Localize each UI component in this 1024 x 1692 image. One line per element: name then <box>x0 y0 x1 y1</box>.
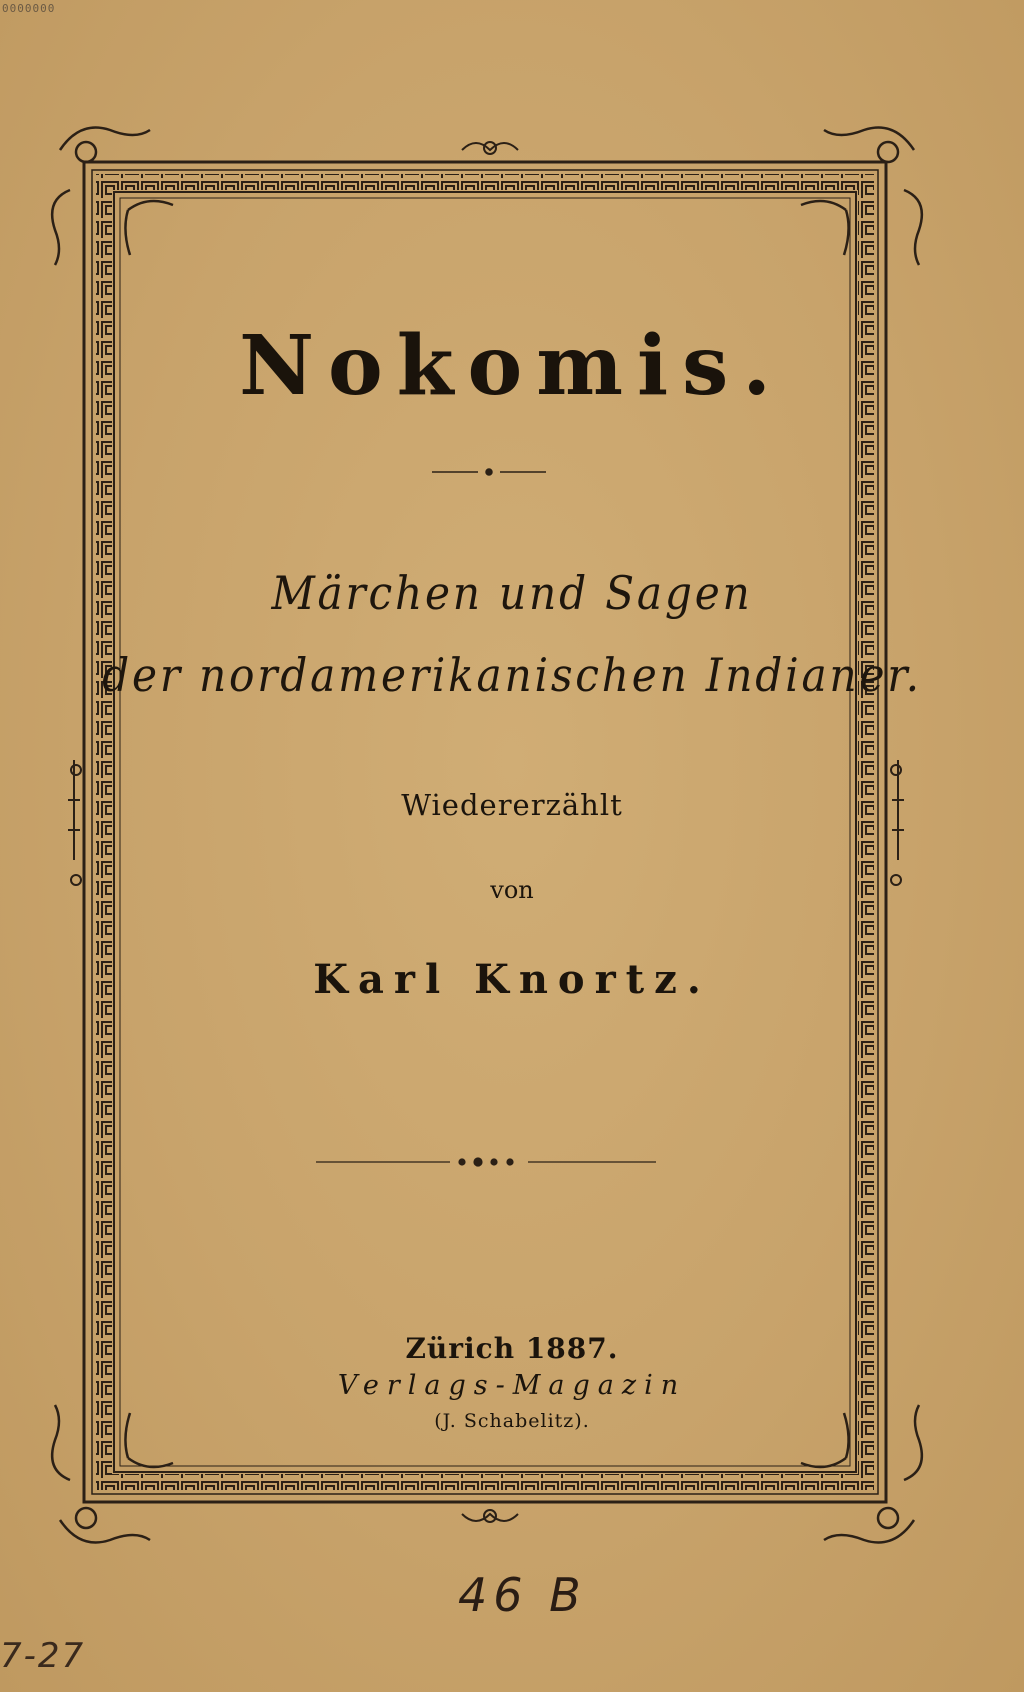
subtitle-line-1: Märchen und Sagen <box>271 566 753 620</box>
title-divider <box>432 469 546 475</box>
corner-stamp: 0000000 <box>2 2 56 15</box>
top-center-ornament <box>462 142 518 154</box>
by-label: von <box>490 876 534 904</box>
printer-name: (J. Schabelitz). <box>434 1410 590 1432</box>
retold-label: Wiedererzählt <box>401 788 623 822</box>
corner-flourish-top-left <box>52 128 173 266</box>
handwritten-shelfmark: 46 B <box>458 1568 587 1622</box>
subtitle-line-2: der nordamerikanischen Indianer. <box>102 648 922 702</box>
bottom-center-ornament <box>462 1510 518 1522</box>
publisher-name: Verlags-Magazin <box>337 1370 687 1401</box>
middle-divider <box>316 1158 656 1166</box>
right-middle-ornament <box>891 760 904 885</box>
book-title: Nokomis. <box>239 318 785 414</box>
handwritten-margin-note: 7-27 <box>0 1636 86 1676</box>
place-and-year: Zürich 1887. <box>405 1332 619 1365</box>
author-name: Karl Knortz. <box>313 956 711 1003</box>
left-middle-ornament <box>68 760 81 885</box>
